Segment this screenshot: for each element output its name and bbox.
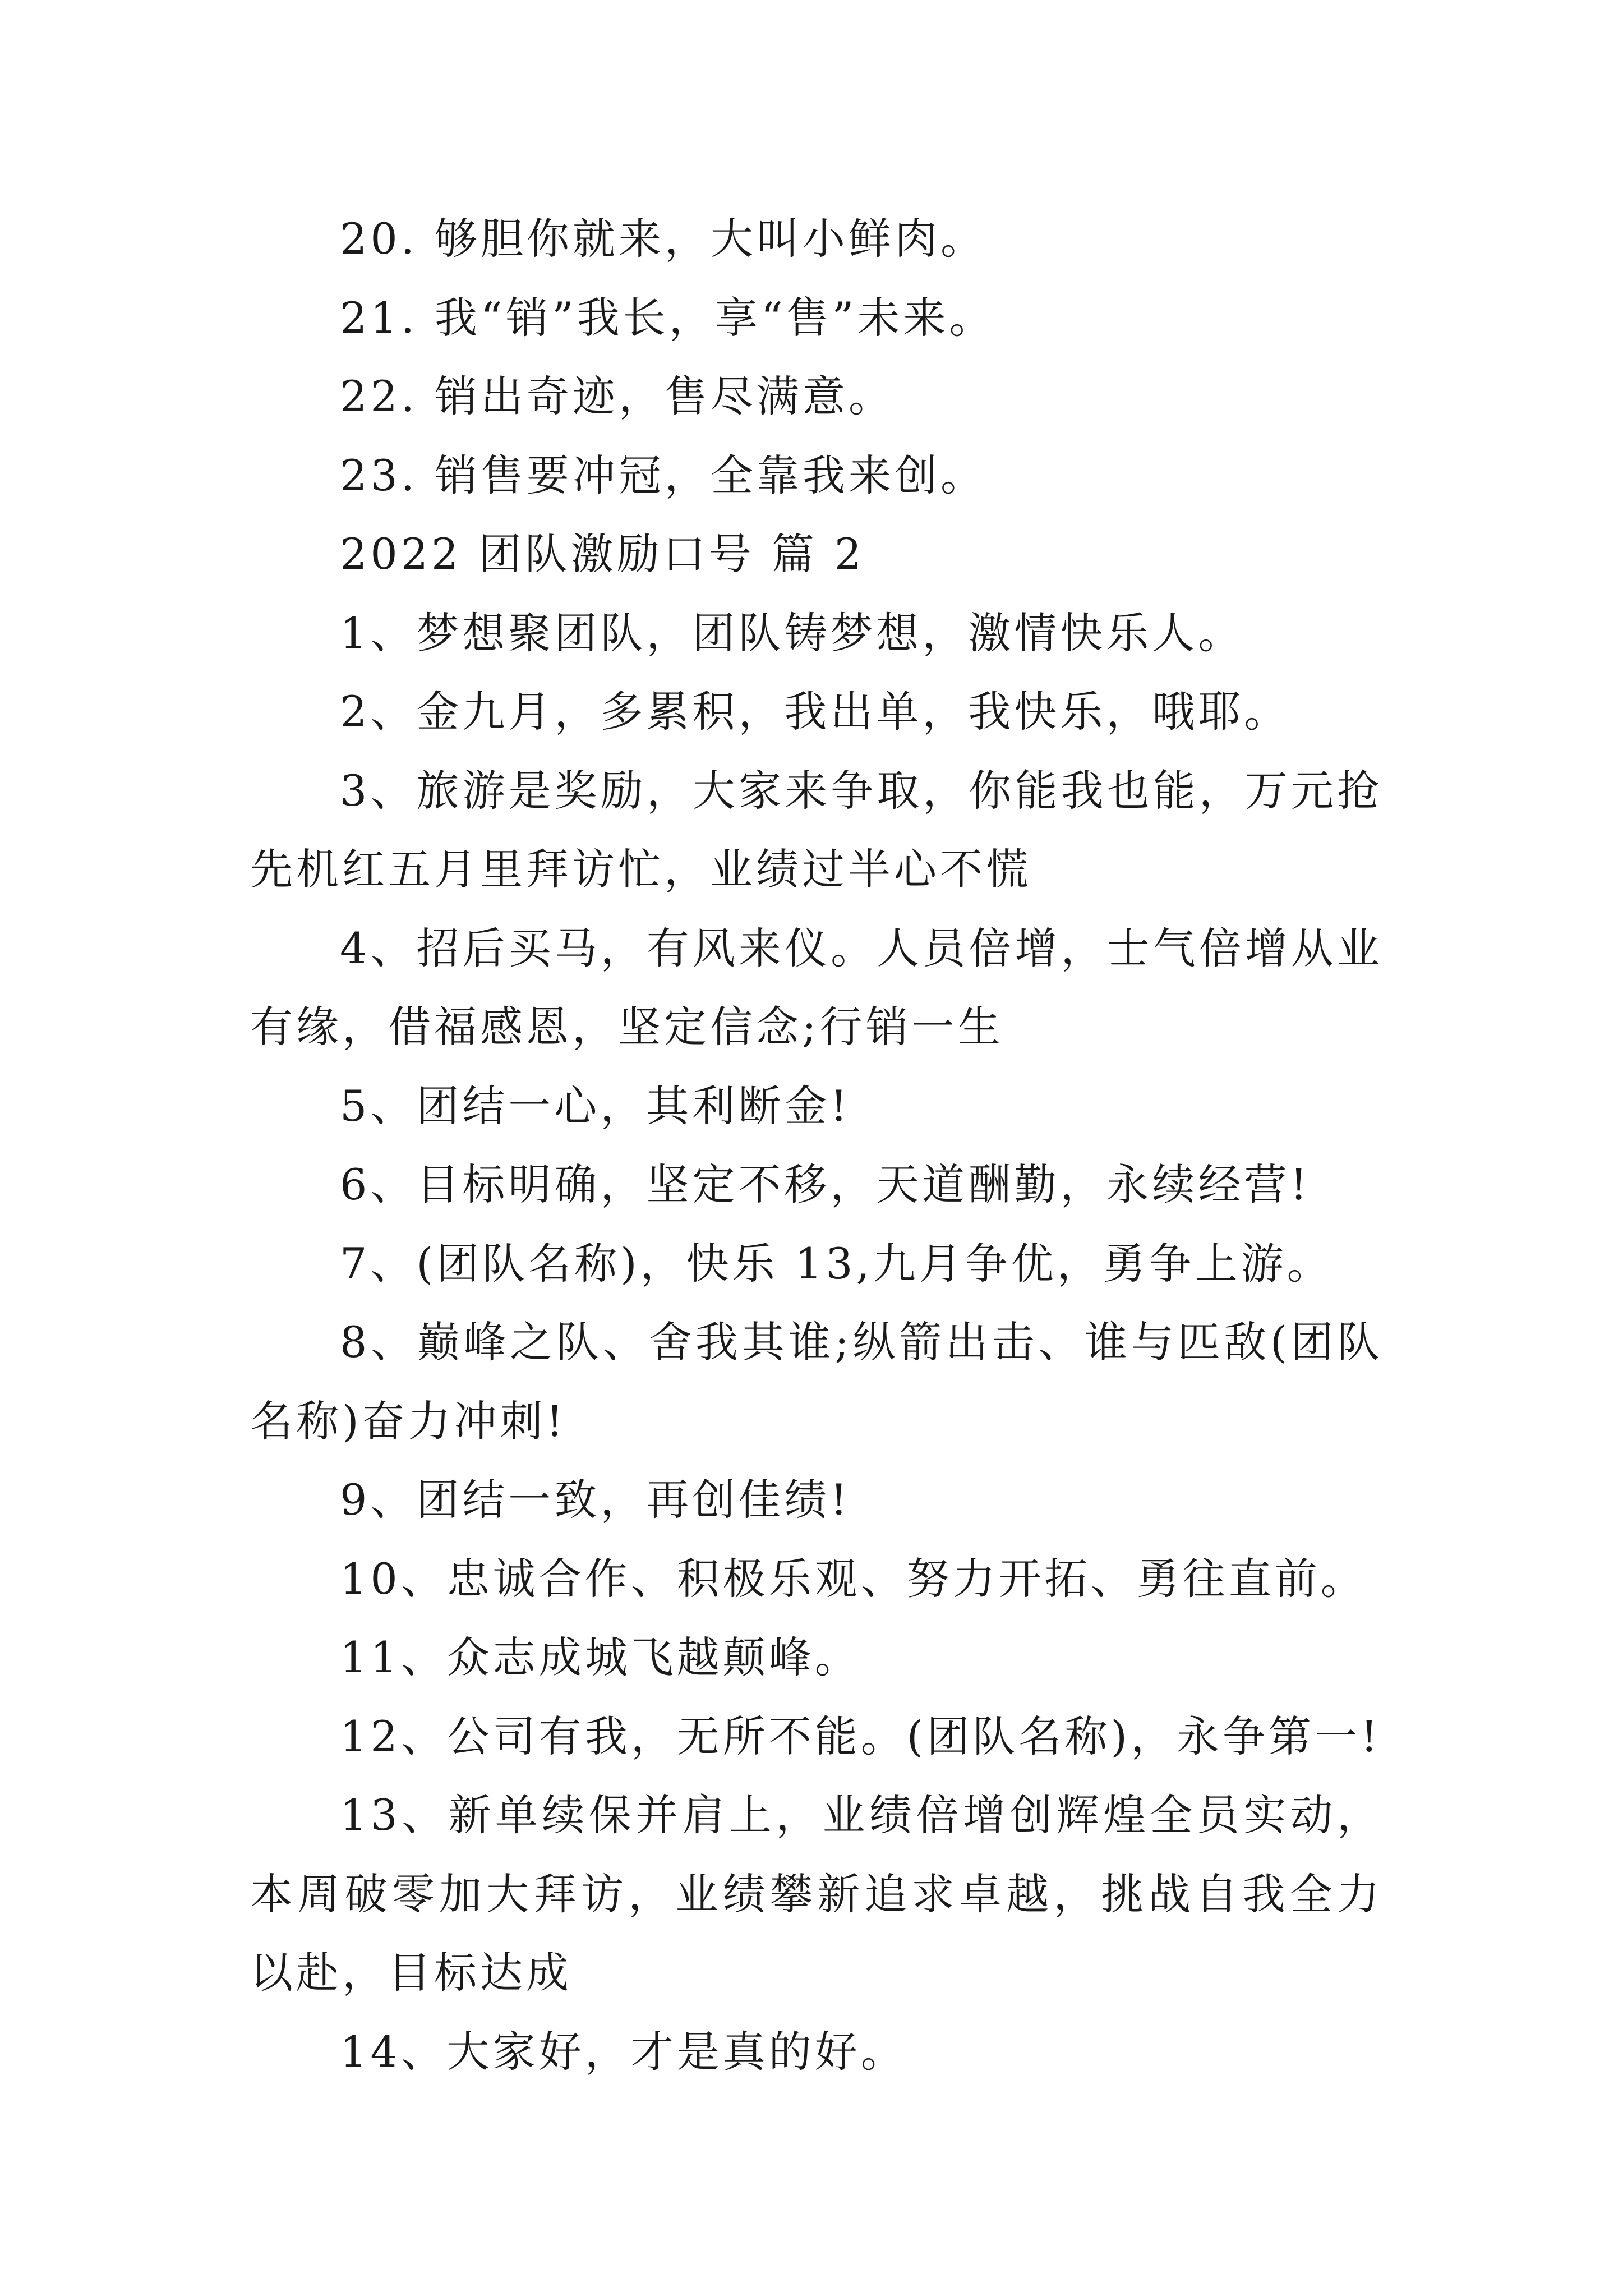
paragraph-slogan-8: 8、巅峰之队、舍我其谁;纵箭出击、谁与匹敌(团队名称)奋力冲刺! <box>250 1317 1383 1446</box>
document-body <box>250 200 1383 2091</box>
paragraph-slogan-10: 10、忠诚合作、积极乐观、努力开拓、勇往直前。 <box>340 1553 1367 1604</box>
paragraph-slogan-2: 2、金九月，多累积，我出单，我快乐，哦耶。 <box>340 687 1290 737</box>
paragraph-slogan-14: 14、大家好，才是真的好。 <box>340 2026 907 2077</box>
paragraph-slogan-3: 3、旅游是奖励，大家来争取，你能我也能，万元抢先机红五月里拜访忙，业绩过半心不慌 <box>250 765 1383 894</box>
paragraph-slogan-23: 23. 销售要冲冠，全靠我来创。 <box>340 450 987 500</box>
paragraph-slogan-21: 21. 我“销”我长，享“售”未来。 <box>340 292 995 343</box>
paragraph-slogan-11: 11、众志成城飞越颠峰。 <box>340 1632 861 1682</box>
paragraph-slogan-20: 20. 够胆你就来，大叫小鲜肉。 <box>340 214 987 264</box>
paragraph-slogan-9: 9、团结一致，再创佳绩! <box>340 1475 851 1525</box>
paragraph-slogan-13: 13、新单续保并肩上，业绩倍增创辉煌全员实动，本周破零加大拜访，业绩攀新追求卓越，挑战自我全力以赴，目标达成 <box>250 1790 1383 1998</box>
paragraph-slogan-5: 5、团结一心，其利断金! <box>340 1080 851 1131</box>
paragraph-slogan-12: 12、公司有我，无所不能。(团队名称)，永争第一! <box>340 1711 1381 1761</box>
section-heading: 2022 团队激励口号 篇 2 <box>340 529 865 579</box>
paragraph-slogan-6: 6、目标明确，坚定不移，天道酬勤，永续经营! <box>340 1159 1311 1209</box>
paragraph-slogan-4: 4、招后买马，有风来仪。人员倍增，士气倍增从业有缘，借福感恩，坚定信念;行销一生 <box>250 923 1383 1052</box>
paragraph-slogan-1: 1、梦想聚团队，团队铸梦想，激情快乐人。 <box>340 608 1244 658</box>
paragraph-slogan-22: 22. 销出奇迹，售尽满意。 <box>340 371 895 421</box>
paragraph-slogan-7: 7、(团队名称)，快乐 13,九月争优，勇争上游。 <box>340 1238 1333 1289</box>
